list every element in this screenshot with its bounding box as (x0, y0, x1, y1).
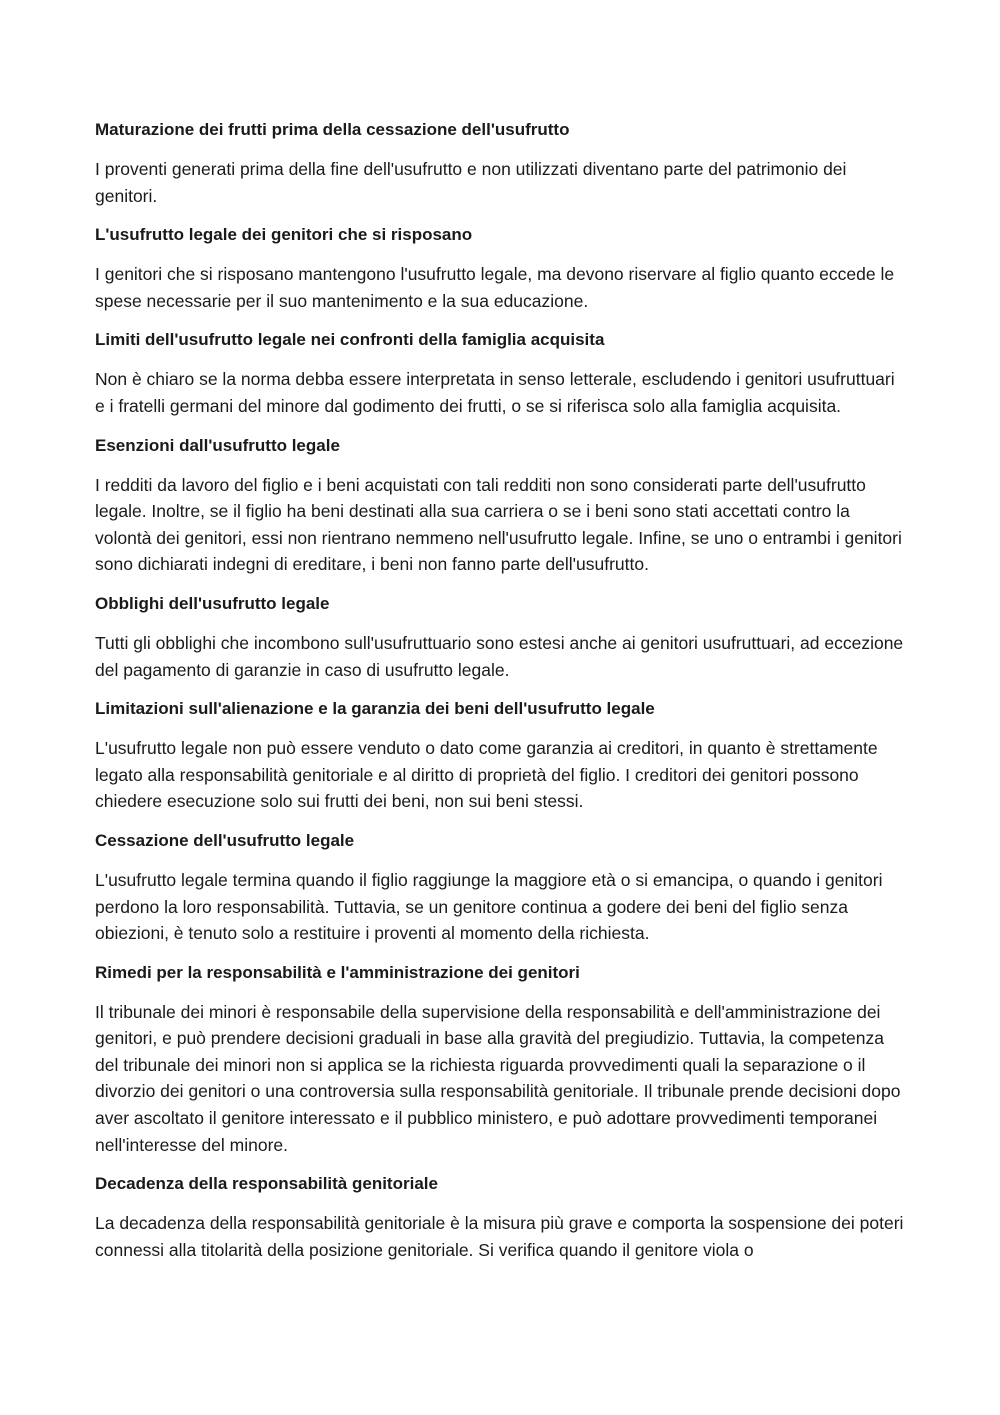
section-acquired-family-limits (95, 327, 907, 419)
section-heading: Obblighi dell'usufrutto legale (95, 593, 330, 613)
section-paragraph: L'usufrutto legale termina quando il figlio raggiunge la maggiore età o si emancipa, o quando i genitori perdono la loro responsabilità. Tuttavia, se un genitore continua a godere dei beni del figlio senza obiezioni, è tenuto solo a restituire i proventi al momento della richiesta. (95, 869, 883, 944)
section-paragraph: I genitori che si risposano mantengono l'usufrutto legale, ma devono riservare al figlio quanto eccede le spese necessarie per il suo mantenimento e la sua educazione. (95, 264, 895, 311)
section-heading: Rimedi per la responsabilità e l'amministrazione dei genitori (95, 962, 580, 982)
section-obligations (95, 591, 907, 683)
section-heading: Limiti dell'usufrutto legale nei confronti della famiglia acquisita (95, 330, 605, 350)
section-forfeiture (95, 1171, 907, 1263)
section-heading: Esenzioni dall'usufrutto legale (95, 435, 340, 455)
section-remarrying-parents (95, 222, 907, 314)
section-exemptions (95, 433, 907, 578)
section-paragraph: Non è chiaro se la norma debba essere interpretata in senso letterale, escludendo i genitori usufruttuari e i fratelli germani del minore dal godimento dei frutti, o se si riferisca solo alla famiglia acquisita. (95, 369, 895, 416)
section-paragraph: Il tribunale dei minori è responsabile della supervisione della responsabilità e dell'amministrazione dei genitori, e può prendere decisioni graduali in base alla gravità del pregiudizio. Tuttavia, la competenza del tribunale dei minori non si applica se la richiesta riguarda provvedimenti quali la separazione o il divorzio dei genitori o una controversia sulla responsabilità genitoriale. Il tribunale prende decisioni dopo aver ascoltato il genitore interessato e il pubblico ministero, e può adottare provvedimenti temporanei nell'interesse del minore. (95, 1001, 901, 1155)
section-alienation-limits (95, 696, 907, 815)
section-fruits-maturation (95, 117, 907, 209)
section-paragraph: Tutti gli obblighi che incombono sull'usufruttuario sono estesi anche ai genitori usufruttuari, ad eccezione del pagamento di garanzie in caso di usufrutto legale. (95, 632, 904, 680)
section-heading: Maturazione dei frutti prima della cessazione dell'usufrutto (95, 120, 570, 139)
section-paragraph: La decadenza della responsabilità genitoriale è la misura più grave e comporta la sospensione dei poteri connessi alla titolarità della posizione genitoriale. Si verifica quando il genitore viola o (95, 1213, 904, 1260)
section-paragraph: I redditi da lavoro del figlio e i beni acquistati con tali redditi non sono considerati parte dell'usufrutto legale. Inoltre, se il figlio ha beni destinati alla sua carriera o se i beni sono stati accettati contro la volontà dei genitori, essi non rientrano nemmeno nell'usufrutto legale. Infine, se uno o entrambi i genitori sono dichiarati indegni di ereditare, i beni non fanno parte dell'usufrutto. (95, 474, 902, 575)
section-heading: L'usufrutto legale dei genitori che si risposano (95, 225, 473, 245)
section-remedies (95, 960, 907, 1159)
section-cessation (95, 828, 907, 947)
section-heading: Decadenza della responsabilità genitoriale (95, 1174, 438, 1194)
section-paragraph: I proventi generati prima della fine dell'usufrutto e non utilizzati diventano parte del patrimonio dei genitori. (95, 159, 847, 206)
section-paragraph: L'usufrutto legale non può essere venduto o dato come garanzia ai creditori, in quanto è strettamente legato alla responsabilità genitoriale e al diritto di proprietà del figlio. I creditori dei genitori possono chiedere esecuzione solo sui frutti dei beni, non sui beni stessi. (95, 738, 878, 812)
section-heading: Limitazioni sull'alienazione e la garanzia dei beni dell'usufrutto legale (95, 699, 655, 719)
section-heading: Cessazione dell'usufrutto legale (95, 830, 355, 850)
